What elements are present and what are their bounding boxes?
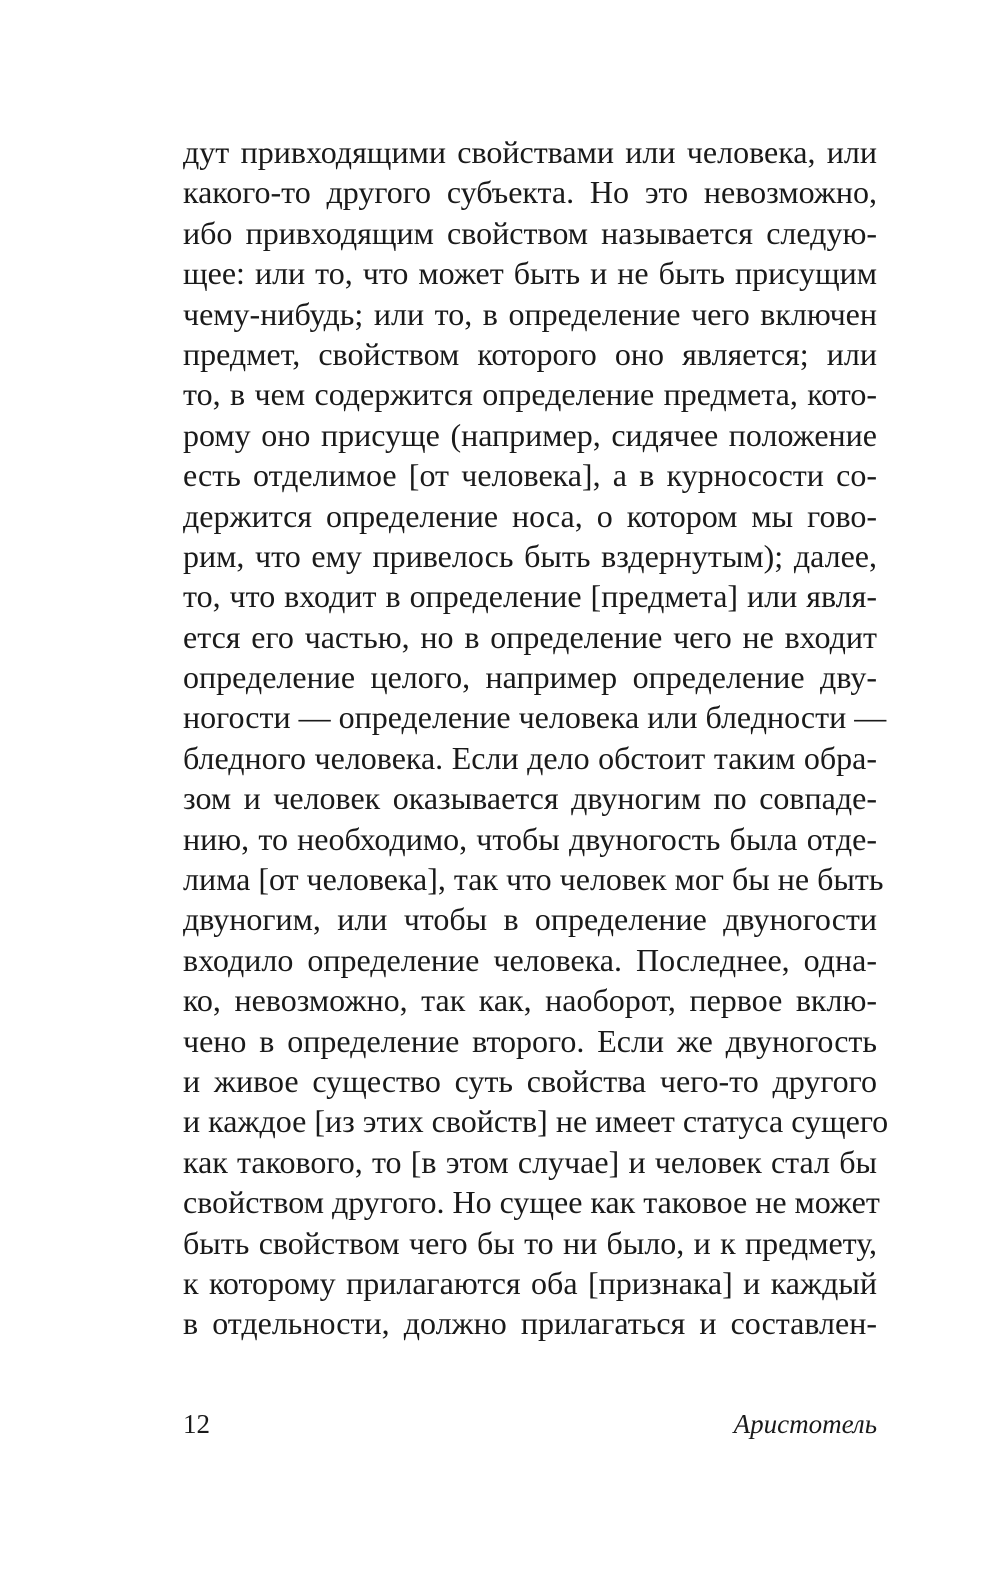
text-line: к которому прилагаются оба [признака] и каждый bbox=[183, 1264, 877, 1301]
running-author: Аристотель bbox=[733, 1409, 877, 1439]
text-line: бледного человека. Если дело обстоит таким обра- bbox=[183, 739, 877, 776]
text-line: лима [от человека], так что человек мог бы не быть bbox=[183, 861, 884, 898]
body-text bbox=[183, 132, 889, 1344]
text-line: и живое существо суть свойства чего-то другого bbox=[183, 1062, 877, 1099]
page-footer bbox=[183, 1402, 877, 1446]
text-line: дут привходящими свойствами или человека, или bbox=[183, 134, 877, 170]
text-line: чему-нибудь; или то, в определение чего включен bbox=[183, 295, 877, 332]
text-line: есть отделимое [от человека], а в курносости со- bbox=[183, 457, 877, 494]
text-line: ногости — определение человека или бледности — bbox=[183, 699, 887, 736]
text-line: нию, то необходимо, чтобы двуногость была отде- bbox=[183, 820, 877, 857]
text-line: в отдельности, должно прилагаться и составлен- bbox=[183, 1305, 877, 1342]
page-number: 12 bbox=[183, 1409, 210, 1439]
text-line: двуногим, или чтобы в определение двуногости bbox=[183, 901, 877, 938]
text-line: свойством другого. Но сущее как таковое не может bbox=[183, 1184, 880, 1221]
text-line: ется его частью, но в определение чего не входит bbox=[183, 618, 877, 655]
text-line: щее: или то, что может быть и не быть присущим bbox=[183, 255, 877, 292]
text-line: быть свойством чего бы то ни было, и к предмету, bbox=[183, 1224, 877, 1261]
text-line: ко, невозможно, так как, наоборот, первое вклю- bbox=[183, 982, 877, 1019]
text-line: какого-то другого субъекта. Но это невозможно, bbox=[183, 174, 877, 211]
text-line: предмет, свойством которого оно является; или bbox=[183, 335, 877, 372]
text-line: определение целого, например определение дву- bbox=[183, 659, 877, 696]
text-line: как такового, то [в этом случае] и человек стал бы bbox=[183, 1143, 877, 1180]
text-line: рим, что ему привелось быть вздернутым); далее, bbox=[183, 537, 877, 574]
text-line: то, что входит в определение [предмета] или явля- bbox=[183, 578, 877, 615]
text-line: то, в чем содержится определение предмета, кото- bbox=[183, 376, 877, 413]
text-line: входило определение человека. Последнее, одна- bbox=[183, 941, 877, 978]
text-line: и каждое [из этих свойств] не имеет статуса сущего bbox=[183, 1103, 889, 1140]
text-line: рому оно присуще (например, сидячее положение bbox=[183, 416, 877, 453]
text-line: чено в определение второго. Если же двуногость bbox=[183, 1022, 877, 1059]
text-line: ибо привходящим свойством называется следую- bbox=[183, 214, 877, 251]
text-line: держится определение носа, о котором мы гово- bbox=[183, 497, 877, 534]
text-line: зом и человек оказывается двуногим по совпаде- bbox=[183, 780, 877, 817]
